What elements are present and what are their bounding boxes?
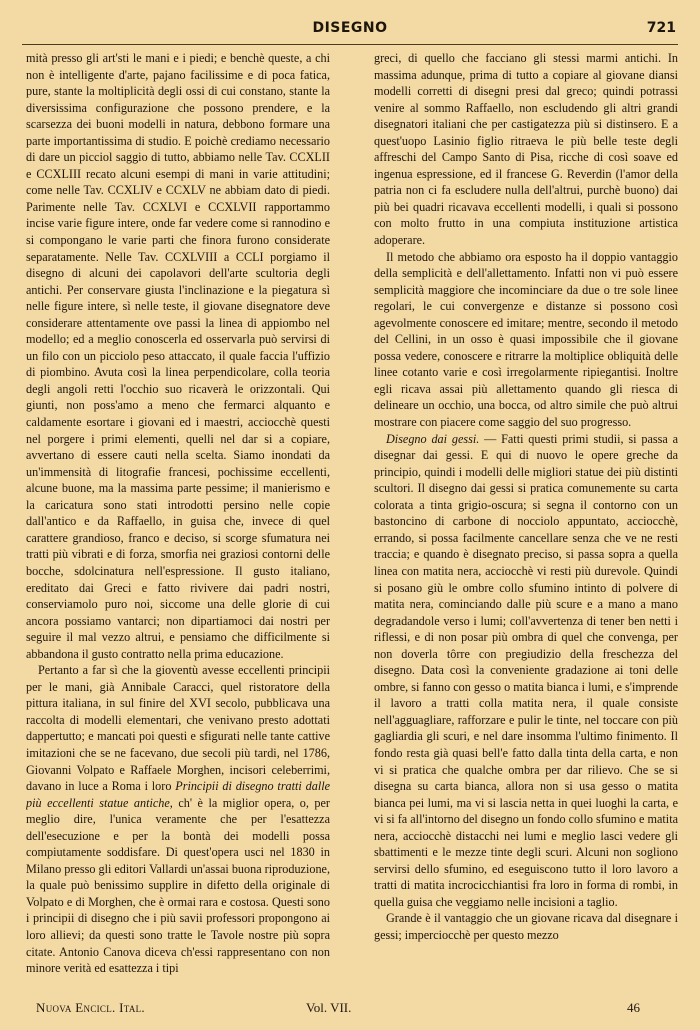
paragraph	[26, 662, 330, 976]
paragraph: Il metodo che abbiamo ora esposto ha il doppio vantaggio della semplicità e dell'allettamento. Infatti non vi può essere semplicità maggiore che incominciare da due o tre sole linee regolari, le cui convergenze e distanze si possono così agevolmente conoscere ed imitare; mentre, secondo il metodo del Cellini, in un osso è quasi impossibile che il giovane possa vedere, conoscere e ritrarre la moltiplice obliquità delle linee cotanto varie e così irregolarmente ripiegantisi. Inoltre egli ricava assai più allettamento quando gli riesca di delineare un occhio, una bocca, od altro simile che può altrui mostrare con piacere come saggio del suo progresso.	[374, 249, 678, 430]
page-footer	[36, 1000, 640, 1018]
page-title: DISEGNO	[312, 20, 388, 36]
publication-name: Nuova Encicl. Ital.	[36, 1000, 145, 1015]
paragraph: greci, di quello che facciano gli stessi marmi antichi. In massima adunque, prima di tutto a copiare al giovane diansi modelli corretti di disegni presi dal greco; quindi potrassi venire al sommo Raffaello, non escludendo gli altri grandi disegnatori italiani che per castigatezza più si distinsero. E a quest'uopo Lasinio figlio ritraeva le più belle teste degli affreschi del Campo Santo di Pisa, ricche di così soave ed ingenua espressione, ed il francese G. Reverdin (l'amor della patria non ci fa escludere nulla dell'altrui, purchè buono) dai più bei quadri ricavava eccellenti modelli, i quali si possono con molto frutto in una compiuta instituzione artistica adoperare.	[374, 51, 678, 248]
page-number: 721	[646, 20, 676, 36]
paragraph-text: ch' è la miglior opera, o, per meglio dire, l'unica veramente che per l'esattezza dell'esecuzione e per la bontà dei modelli possa compiutamente soddisfare. Di quest'opera usci nel 1830 in Milano presso gli editori Vallardi un'assai buona riproduzione, la quale può benissimo supplire in difetto della originale di Volpato e di Morghen, che è ormai rara e costosa. Questi sono i principii di disegno che i più savii professori propongono ai loro allievi; da questi sono tratte le Tavole nostre più sopra citate. Antonio Canova diceva ch'essi rappresentano con non minore verità ed esattezza i tipi	[26, 795, 330, 976]
right-column	[374, 50, 678, 992]
paragraph-text: Pertanto a far sì che la gioventù avesse eccellenti principii per le mani, già Annibale Caracci, quel ristoratore della pittura italiana, in sul finire del XVI secolo, pubblicava una raccolta di modelli elementari, che venivano presto adottati dappertutto; e mancati poi questi e sfigurati nelle tante cattive imitazioni che se ne facevano, due secoli più tardi, nel 1786, Giovanni Volpato e Raffaele Morghen, incisori celeberrimi, davano in luce a Roma i loro	[26, 663, 330, 794]
text-columns	[26, 50, 678, 992]
paragraph	[374, 431, 678, 911]
volume-label: Vol. VII.	[306, 1000, 352, 1015]
paragraph: Grande è il vantaggio che un giovane ricava dal disegnare i gessi; imperciocchè per questo mezzo	[374, 911, 678, 942]
running-header	[22, 18, 678, 45]
left-column	[26, 50, 330, 992]
section-heading: Disegno dai gessi.	[386, 431, 480, 446]
paragraph-text: — Fatti questi primi studii, si passa a disegnar dai gessi. E qui di nuovo le opere greche da principio, quindi i modelli delle migliori statue dei più distinti scultori. Il disegno dai gessi si pratica comunemente su carta colorata a tinta grigio-oscura; si segna il contorno con un bastoncino di carbone di nocciolo appuntato, acciocchè, errando, si possa facilmente cancellare senza che ve ne resti traccia; e quando è disegnato preciso, si passa sopra a quella linea con matita nera, acciocchè vi resti più durevole. Quindi si posano giù le ombre collo sfumino intinto di polvere di matita nera, cominciando dalle più scure e a mano a mano degradandole verso i lumi; coll'avvertenza di tener ben netti i riflessi, e di non posar più ombra di quel che convenga, per non doverla tôrre con pregiudizio della freschezza del disegno. Data così la conveniente gradazione ai toni delle ombre, si fanno con gesso o matita bianca i lumi, e s'imprende il lavoro a tratti colla matita nera, il quale consiste nell'agguagliare, rafforzare e pulir le tinte, nel toccare con più gagliardia gli scuri, e nel dare insomma l'ultimo finimento. Il fondo resta già quasi bell'e fatto dalla tinta della carta, e non vi si pratica che qualche ombra per dar rilievo. Che se si disegna su carta bianca, allora non si usa gesso o matita bianca pei lumi, ma vi si lascia netta in quei luoghi la carta, e vi si fa all'intorno del disegno un fondo collo sfumino e matita nera, acciocchè distacchi nei lumi e meglio lasci vedere gli sbattimenti e le mezze tinte degli scuri. Alcuni non sogliono servirsi dello sfumino, ed eseguiscono tutto il loro lavoro a tratti di matita incrocicchiantisi fra loro in forma di rombi, in quella guisa che veggiamo nelle incisioni a taglio.	[374, 431, 678, 909]
book-title: Principii di disegno tratti dalle più eccellenti statue antiche,	[26, 779, 330, 810]
paragraph: mità presso gli art'sti le mani e i piedi; e benchè queste, a chi non è intelligente d'arte, pajano facilissime e di poca fatica, pure, stante la moltiplicità degli ossi di cui constano, stante la diversissima configurazione che possono prendere, e la scarsezza dei buoni modelli in natura, debbono formare una parte importantissima di studio. E poichè crediamo necessario di dare un picciol saggio di tutto, abbiamo nelle Tav. CCXLII e CCXLIII recato alcuni esempi di mani in varie attitudini; come nelle Tav. CCXLIV e CCXLV ne abbiam dato di piedi. Parimente nelle Tav. CCXLVI e CCXLVII rapportammo incise varie figure intere, onde far vedere come si rannodino e si compongano le varie parti che finora furono considerate separatamente. Nelle Tav. CCXLVIII a CCLI porgiamo il disegno di alcuni dei capolavori dell'arte scultoria degli antichi. Per conservare giusta l'inclinazione e la piegatura sì nelle figure intere, sì nelle teste, il giovane disegnatore deve considerare attentamente ove passi la linea di appiombo nel modello; ed a meglio conoscerla ed osservarla può servirsi di un filo con un picciolo peso attaccato, il quale faccia l'uffizio di piombino. Avuta così la linea perpendicolare, colla teoria degli angoli retti l'occhio suo ricaverà le orizzontali. Qui giunti, non poss'amo a meno che fermarci alquanto e caldamente esortare i giovani ed i maestri, acciocchè questi nel porgere i primi elementi, quelli nel dar si a copiare, avvertano di essere cauti nella scelta. Siamo inondati da un'immensità di litografie francesi, pochissime eccellenti, alcune buone, ma la massima parte pessime; il manierismo e la caricatura sono stati introdotti persino nelle copie dall'antico e da Raffaello, in guisa che, invece di quel carattere grandioso, franco e deciso, si scorge sfumatura nei tratti più vibrati e di forza, smorfia nei graziosi contorni delle bocche, sdolcinatura nell'espressione. Il gusto italiano, ereditato dai Greci e fatto rivivere dai padri nostri, conserviamolo puro noi, siccome una delle glorie di cui ancora possiamo vantarci; non dipartiamoci dai nostri per seguire il mal vezzo altrui, e pensiamo che difficilmente si abbandona il gusto contratto nella prima educazione.	[26, 51, 330, 661]
sheet-number: 46	[627, 1000, 640, 1015]
